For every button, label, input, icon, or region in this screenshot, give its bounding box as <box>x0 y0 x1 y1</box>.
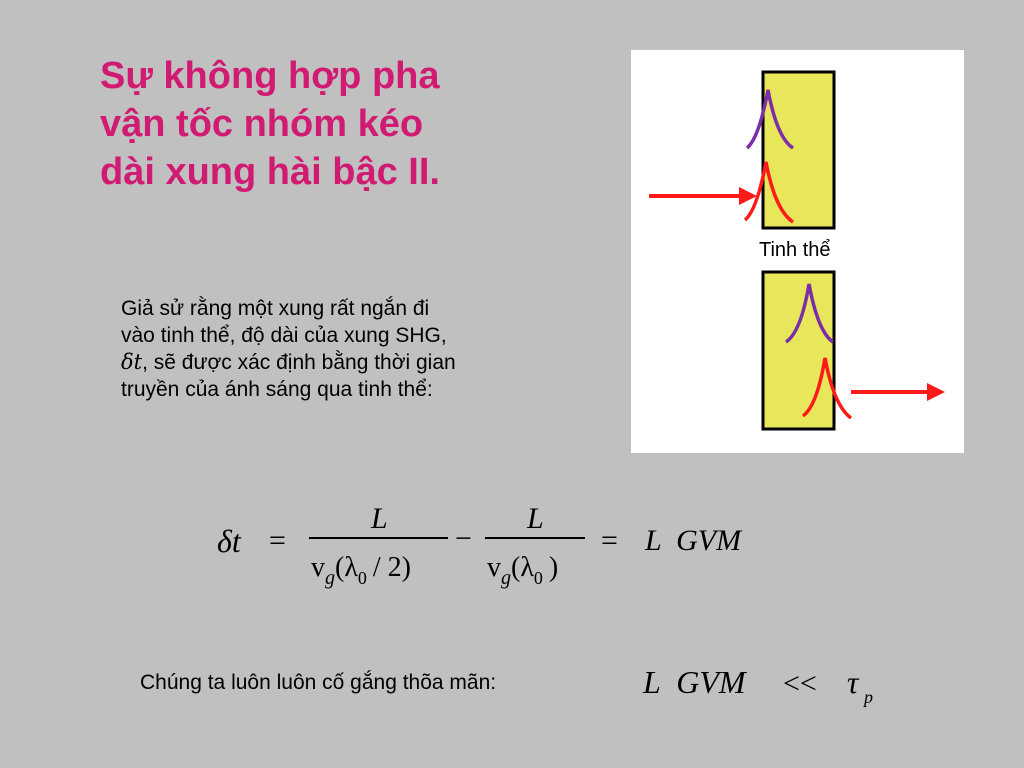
eq-equals-2: = <box>601 524 618 557</box>
outgoing-arrow <box>851 383 945 401</box>
eq-denominator-1 <box>311 552 411 589</box>
eq-numerator-1: L <box>371 502 388 535</box>
eq-minus: − <box>455 522 472 555</box>
crystal-bottom <box>763 272 834 429</box>
condition-tau: τ <box>847 665 859 700</box>
incoming-arrow <box>649 187 757 205</box>
eq-den2-tail: ) <box>548 552 559 583</box>
eq-denominator-2 <box>487 552 558 589</box>
crystal-top <box>763 72 834 228</box>
eq-delta-t: δt <box>217 523 241 559</box>
condition-tau-sub: p <box>864 687 873 707</box>
eq-den2-v: v <box>487 552 501 583</box>
eq-den1-tail: / 2) <box>372 552 412 583</box>
title-line-2: vận tốc nhóm kéo <box>100 103 424 145</box>
eq-den2-g: g <box>501 567 511 589</box>
delta-t-symbol: δt <box>121 350 143 374</box>
eq-den1-v: v <box>311 552 325 583</box>
gvm-equation <box>205 490 805 600</box>
explanation-line-1: Giả sử rằng một xung rất ngắn đi <box>121 297 430 320</box>
equation-svg <box>205 490 805 600</box>
eq-den2-lambda: (λ <box>511 552 534 583</box>
eq-rhs: L GVM <box>645 524 742 557</box>
condition-expression-svg <box>635 665 895 715</box>
explanation-line-4: truyền của ánh sáng qua tinh thể: <box>121 378 433 401</box>
explanation-paragraph <box>121 295 601 403</box>
crystal-pulse-diagram <box>631 50 964 453</box>
eq-numerator-2: L <box>527 502 544 535</box>
eq-den2-sub0: 0 <box>533 568 543 588</box>
explanation-line-2: vào tinh thể, độ dài của xung SHG, <box>121 324 447 347</box>
slide-title <box>100 52 580 196</box>
eq-equals-1: = <box>269 524 286 557</box>
crystal-label: Tinh thể <box>759 239 831 261</box>
condition-lhs: L GVM <box>643 665 746 700</box>
title-line-1: Sự không hợp pha <box>100 55 440 97</box>
explanation-line-3-text: , sẽ được xác định bằng thời gian <box>142 351 456 374</box>
eq-den1-sub0: 0 <box>357 568 367 588</box>
eq-den1-lambda: (λ <box>335 552 358 583</box>
title-line-3: dài xung hài bậc II. <box>100 151 440 193</box>
explanation-line-3 <box>121 349 601 376</box>
condition-line <box>140 665 900 715</box>
condition-label: Chúng ta luôn luôn cố gắng thõa mãn: <box>140 671 497 694</box>
condition-much-less-than: << <box>783 667 817 700</box>
eq-den1-g: g <box>325 567 335 589</box>
